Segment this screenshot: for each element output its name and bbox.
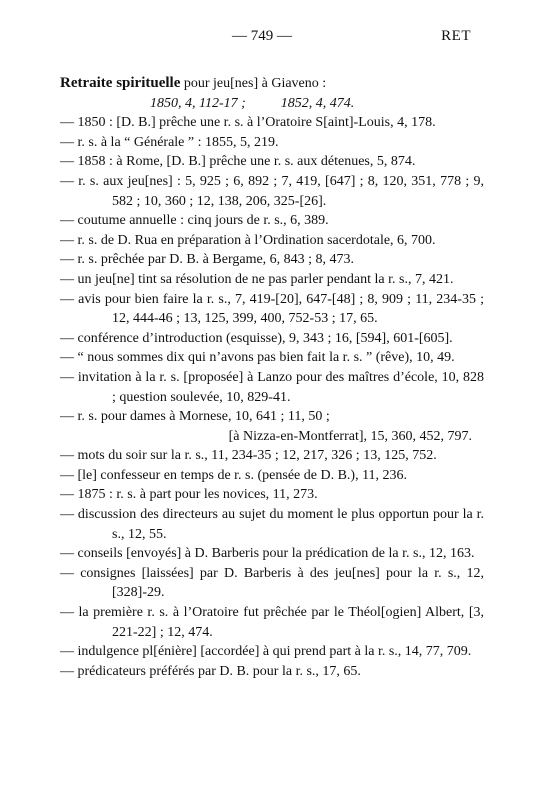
subentry: — la première r. s. à l’Oratoire fut prêchée par le Théol[ogien] Albert, [3, 221-22] ; 12, 474. bbox=[60, 605, 484, 640]
subentry: — avis pour bien faire la r. s., 7, 419-[20], 647-[48] ; 8, 909 ; 11, 234-35 ; 12, 444-46 ; 13, 125, 399, 400, 752-53 ; 17, 65. bbox=[60, 291, 484, 327]
subentry-continuation: [à Nizza-en-Montferrat], 15, 360, 452, 797. bbox=[228, 428, 472, 444]
subentry: — coutume annuelle : cinq jours de r. s., 6, 389. bbox=[60, 213, 329, 229]
page-header bbox=[0, 28, 547, 48]
entry-title bbox=[60, 74, 484, 94]
running-head: RET bbox=[441, 28, 471, 44]
subentry: — “ nous sommes dix qui n’avons pas bien fait la r. s. ” (rêve), 10, 49. bbox=[60, 350, 455, 366]
subentry: — r. s. pour dames à Mornese, 10, 641 ; 11, 50 ; bbox=[60, 409, 330, 425]
years-line bbox=[60, 94, 484, 114]
subentry: — indulgence pl[énière] [accordée] à qui prend part à la r. s., 14, 77, 709. bbox=[60, 644, 472, 660]
page-number: — 749 — bbox=[232, 28, 292, 44]
subentry: — consignes [laissées] par D. Barberis à des jeu[nes] pour la r. s., 12, [328]-29. bbox=[60, 565, 484, 601]
subentry: — invitation à la r. s. [proposée] à Lanzo pour des maîtres d’école, 10, 828 ; question soulevée, 10, 829-41. bbox=[60, 369, 484, 405]
subentry: — r. s. aux jeu[nes] : 5, 925 ; 6, 892 ; 7, 419, [647] ; 8, 120, 351, 778 ; 9, 582 ; 10, 360 ; 12, 138, 206, 325-[26]. bbox=[60, 173, 484, 209]
subentry: — prédicateurs préférés par D. B. pour la r. s., 17, 65. bbox=[60, 663, 361, 679]
subentry: — un jeu[ne] tint sa résolution de ne pas parler pendant la r. s., 7, 421. bbox=[60, 271, 454, 287]
headword: Retraite spirituelle bbox=[60, 75, 181, 91]
subentry: — 1858 : à Rome, [D. B.] prêche une r. s. aux détenues, 5, 874. bbox=[60, 154, 416, 170]
subentry: — r. s. prêchée par D. B. à Bergame, 6, 843 ; 8, 473. bbox=[60, 252, 355, 268]
subentry: — mots du soir sur la r. s., 11, 234-35 ; 12, 217, 326 ; 13, 125, 752. bbox=[60, 448, 437, 464]
subentry: — discussion des directeurs au sujet du moment le plus opportun pour la r. s., 12, 55. bbox=[60, 507, 484, 542]
subentry: — [le] confesseur en temps de r. s. (pensée de D. B.), 11, 236. bbox=[60, 467, 408, 483]
subentry: — 1875 : r. s. à part pour les novices, 11, 273. bbox=[60, 487, 318, 503]
subentry: — r. s. à la “ Générale ” : 1855, 5, 219. bbox=[60, 134, 279, 150]
index-entry bbox=[60, 74, 484, 681]
subentry: — 1850 : [D. B.] prêche une r. s. à l’Oratoire S[aint]-Louis, 4, 178. bbox=[60, 115, 436, 131]
years-text: 1850, 4, 112-17 ; 1852, 4, 474. bbox=[150, 95, 355, 111]
subentry: — conférence d’introduction (esquisse), 9, 343 ; 16, [594], 601-[605]. bbox=[60, 330, 453, 346]
subentry: — r. s. de D. Rua en préparation à l’Ordination sacerdotale, 6, 700. bbox=[60, 232, 436, 248]
title-rest: pour jeu[nes] à Giaveno : bbox=[180, 76, 327, 91]
subentry: — conseils [envoyés] à D. Barberis pour la prédication de la r. s., 12, 163. bbox=[60, 546, 475, 562]
